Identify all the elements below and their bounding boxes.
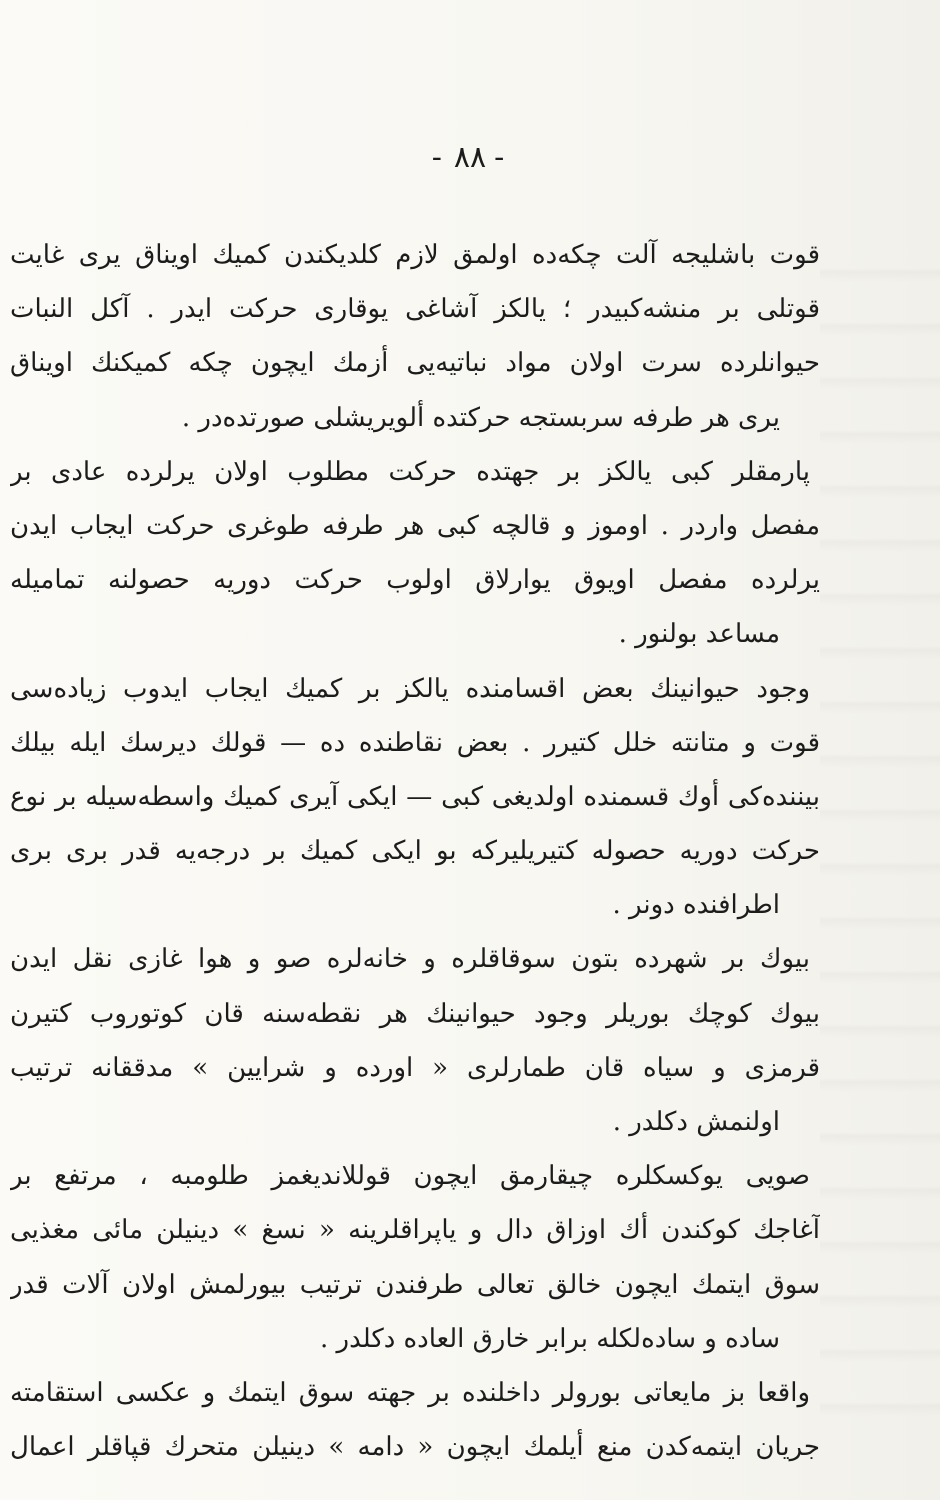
- text-line: مساعد بولنور .: [618, 619, 780, 650]
- text-line: حركت دوريه حصوله كتيريليركه بو ايكى كميك بر درجه‌يه قدر برى برى: [10, 836, 820, 867]
- text-line: اطرافنده دونر .: [612, 890, 780, 921]
- text-line: قوت و متانته خلل كتيرر . بعض نقاطنده ده — قولك ديرسك ايله بيلك: [10, 727, 820, 758]
- text-line: يرلرده مفصل اويوق يوارلاق اولوب حركت دوريه حصولنه تماميله: [10, 565, 820, 596]
- body-text: [10, 228, 820, 1474]
- text-line: صويى يوكسكلره چيقارمق ايچون قوللانديغمز طلومبه ، مرتفع بر: [10, 1161, 810, 1192]
- text-line: بيوك كوچك بوريلر وجود حيوانينك هر نقطه‌سنه قان كوتوروب كتيرن: [10, 998, 820, 1029]
- text-line: واقعا بز مايعاتى بورولر داخلنده بر جهته سوق ايتمك و عكسى استقامته: [10, 1377, 810, 1408]
- text-line: حيوانلرده سرت اولان مواد نباتيه‌يى أزمك ايچون چكه كميكنك اويناق: [10, 348, 820, 379]
- dash-right: -: [431, 140, 446, 175]
- dash-left: -: [494, 140, 509, 175]
- text-line: وجود حيوانينك بعض اقسامنده يالكز بر كميك ايجاب ايدوب زياده‌سى: [10, 673, 810, 704]
- text-line: بيوك بر شهرده بتون سوقاقلره و خانه‌لره صو و هوا غازى نقل ايدن: [10, 944, 810, 975]
- text-line: اولنمش دكلدر .: [612, 1107, 780, 1137]
- text-line: پارمقلر كبى يالكز بر جهتده حركت مطلوب اولان يرلرده عادى بر: [10, 456, 810, 487]
- text-line: قوتلى بر منشه‌كبيدر ؛ يالكز آشاغى يوقارى حركت ايدر . آكل النبات: [10, 294, 820, 325]
- text-line: بيننده‌كى أوك قسمنده اولديغى كبى — ايكى آيرى كميك واسطه‌سيله بر نوع: [10, 781, 820, 812]
- text-line: آغاجك كوكندن أك اوزاق دال و ياپراقلرينه « نسغ » دينيلن مائى مغذيى: [10, 1215, 820, 1246]
- text-line: يرى هر طرفه سربستجه حركتده ألويريشلى صورتده‌در .: [181, 402, 780, 433]
- page-number: [0, 140, 940, 175]
- text-line: سوق ايتمك ايچون خالق تعالى طرفندن ترتيب بيورلمش اولان آلات قدر: [10, 1269, 820, 1300]
- text-line: قرمزى و سياه قان طمارلرى « اورده و شرايين » مدققانه ترتيب: [10, 1052, 820, 1083]
- page-number-value: ٨٨: [453, 140, 487, 175]
- text-line: مفصل واردر . اوموز و قالچه كبى هر طرفه طوغرى حركت ايجاب ايدن: [10, 510, 820, 541]
- show-through-texture: [820, 228, 940, 1428]
- text-line: قوت باشليجه آلت چكه‌ده اولمق لازم كلديكندن كميك اويناق يرى غايت: [10, 240, 820, 270]
- text-line: جريان ايتمه‌كدن منع أيلمك ايچون « دامه » دينيلن متحرك قپاقلر اعمال: [10, 1432, 820, 1463]
- text-line: ساده و ساده‌لكله برابر خارق العاده دكلدر .: [319, 1323, 780, 1354]
